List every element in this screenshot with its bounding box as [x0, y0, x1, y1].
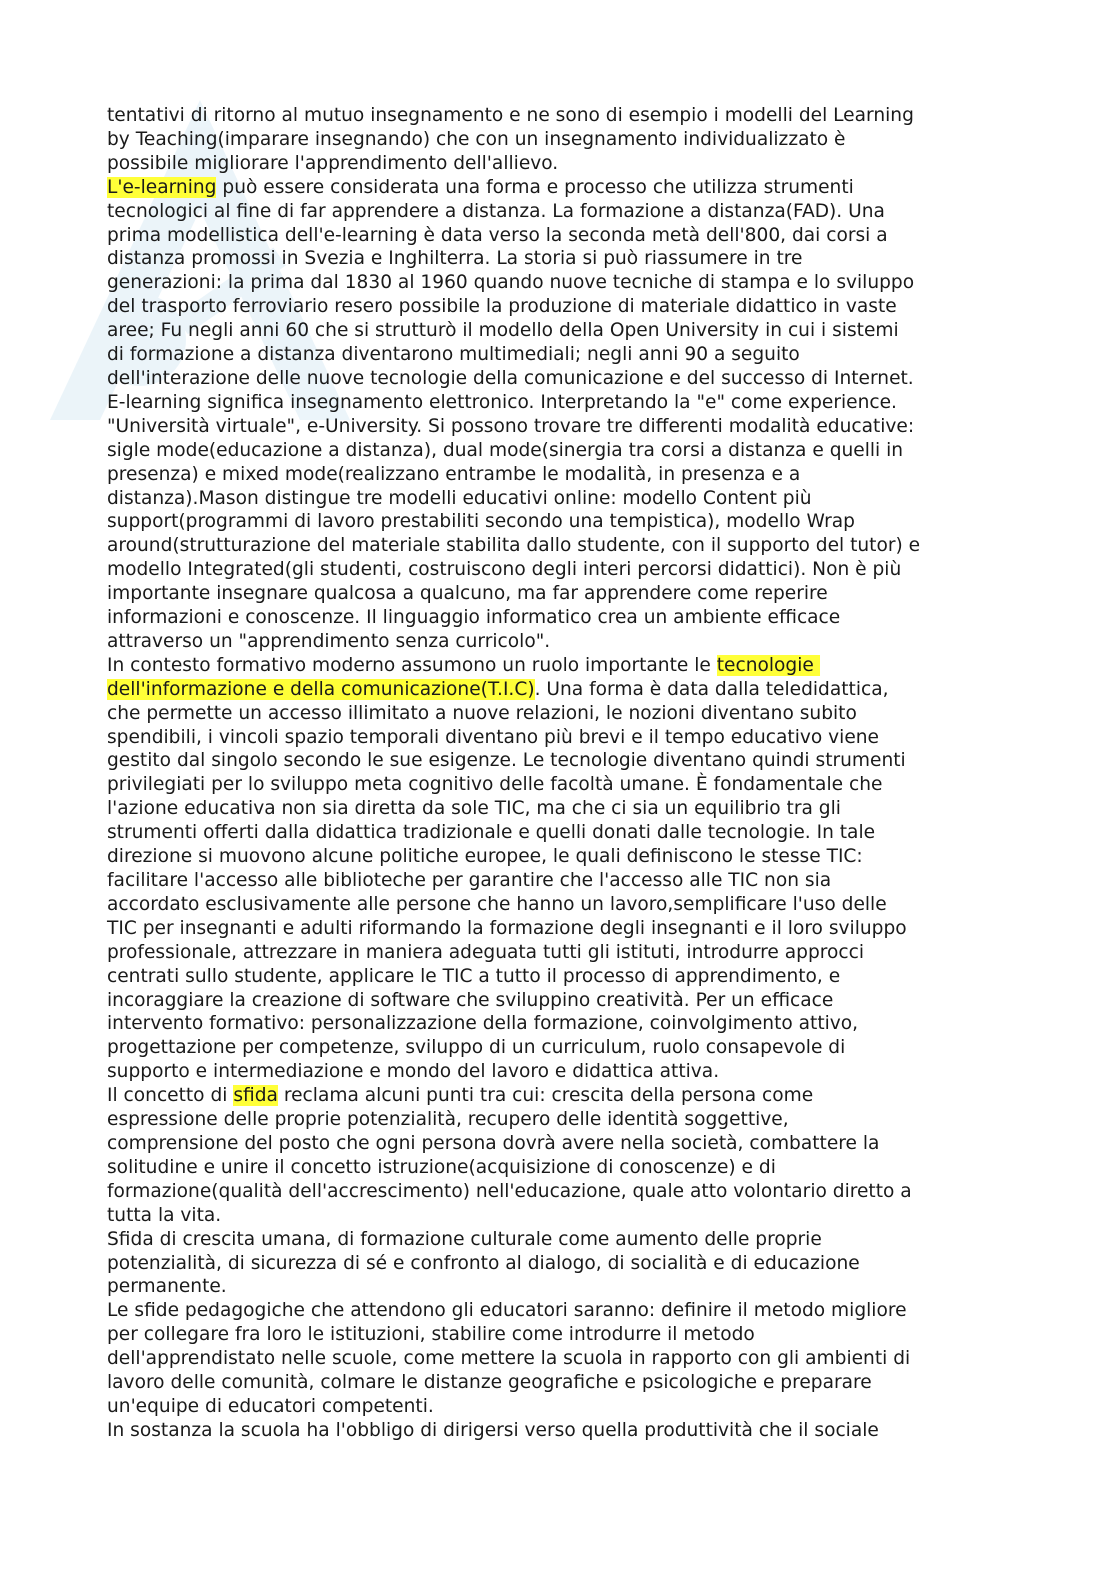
line-text: supporto e intermediazione e mondo del lavoro e didattica attiva. — [107, 1061, 720, 1083]
line-text: In contesto formativo moderno assumono un ruolo importante le — [107, 654, 717, 676]
text-line — [107, 1419, 1007, 1443]
document-body — [107, 104, 1007, 1443]
text-line — [107, 367, 1007, 391]
line-text: strumenti offerti dalla didattica tradizionale e quelli donati dalle tecnologie. In tale — [107, 822, 876, 844]
highlighted-term: tecnologie — [716, 654, 820, 676]
line-text: privilegiati per lo sviluppo meta cognitivo delle facoltà umane. È fondamentale che — [107, 774, 883, 796]
line-text: dell'interazione delle nuove tecnologie della comunicazione e del successo di Internet. — [107, 367, 914, 389]
line-text: support(programmi di lavoro prestabiliti secondo una tempistica), modello Wrap — [107, 511, 855, 533]
text-line — [107, 1180, 1007, 1204]
text-line — [107, 749, 1007, 773]
text-line — [107, 391, 1007, 415]
line-text: progettazione per competenze, sviluppo di un curriculum, ruolo consapevole di — [107, 1037, 846, 1059]
text-line — [107, 1275, 1007, 1299]
line-text: attraverso un "apprendimento senza curricolo". — [107, 630, 551, 652]
text-line — [107, 1228, 1007, 1252]
text-line — [107, 1371, 1007, 1395]
line-text: solitudine e unire il concetto istruzione(acquisizione di conoscenze) e di — [107, 1156, 776, 1178]
text-line — [107, 1132, 1007, 1156]
text-line — [107, 415, 1007, 439]
line-text: di formazione a distanza diventarono multimediali; negli anni 90 a seguito — [107, 344, 800, 366]
text-line — [107, 558, 1007, 582]
line-text: TIC per insegnanti e adulti riformando la formazione degli insegnanti e il loro sviluppo — [107, 917, 907, 939]
line-text: modello Integrated(gli studenti, costruiscono degli interi percorsi didattici). Non è più — [107, 559, 902, 581]
line-text: gestito dal singolo secondo le sue esigenze. Le tecnologie diventano quindi strumenti — [107, 750, 906, 772]
highlighted-term: dell'informazione e della comunicazione(T.I.C) — [107, 678, 535, 700]
text-line — [107, 1252, 1007, 1276]
line-text: per collegare fra loro le istituzioni, stabilire come introdurre il metodo — [107, 1324, 755, 1346]
line-text: distanza).Mason distingue tre modelli educativi online: modello Content più — [107, 487, 812, 509]
line-text: Le sfide pedagogiche che attendono gli educatori saranno: definire il metodo migliore — [107, 1300, 907, 1322]
line-text: importante insegnare qualcosa a qualcuno, ma far apprendere come reperire — [107, 583, 828, 605]
text-line — [107, 606, 1007, 630]
text-line — [107, 534, 1007, 558]
text-line — [107, 176, 1007, 200]
text-line — [107, 224, 1007, 248]
text-line — [107, 1012, 1007, 1036]
line-text: informazioni e conoscenze. Il linguaggio informatico crea un ambiente efficace — [107, 607, 841, 629]
text-line — [107, 821, 1007, 845]
line-text: distanza promossi in Svezia e Inghilterra. La storia si può riassumere in tre — [107, 248, 803, 270]
line-text: facilitare l'accesso alle biblioteche per garantire che l'accesso alle TIC non sia — [107, 870, 832, 891]
text-line — [107, 773, 1007, 797]
text-line — [107, 271, 1007, 295]
text-line — [107, 1299, 1007, 1323]
line-text: Il concetto di — [107, 1085, 234, 1107]
text-line — [107, 1084, 1007, 1108]
line-text: un'equipe di educatori competenti. — [107, 1395, 434, 1417]
text-line — [107, 152, 1007, 176]
line-text: può essere considerata una forma e processo che utilizza strumenti — [216, 176, 854, 198]
line-text: In sostanza la scuola ha l'obbligo di dirigersi verso quella produttività che il sociale — [107, 1419, 879, 1441]
text-line — [107, 630, 1007, 654]
text-line — [107, 439, 1007, 463]
line-text: accordato esclusivamente alle persone che hanno un lavoro,semplificare l'uso delle — [107, 893, 887, 915]
line-text: intervento formativo: personalizzazione della formazione, coinvolgimento attivo, — [107, 1013, 859, 1035]
line-text: espressione delle proprie potenzialità, recupero delle identità soggettive, — [107, 1109, 789, 1131]
line-text: centrati sullo studente, applicare le TIC a tutto il processo di apprendimento, e — [107, 965, 841, 987]
text-line — [107, 104, 1007, 128]
text-line — [107, 797, 1007, 821]
line-text: around(strutturazione del materiale stabilita dallo studente, con il supporto del tutor) e — [107, 535, 921, 557]
line-text: sigle mode(educazione a distanza), dual mode(sinergia tra corsi a distanza e quelli in — [107, 439, 904, 461]
text-line — [107, 463, 1007, 487]
text-line — [107, 941, 1007, 965]
text-line — [107, 989, 1007, 1013]
text-line — [107, 702, 1007, 726]
line-text: presenza) e mixed mode(realizzano entrambe le modalità, in presenza e a — [107, 463, 801, 485]
line-text: lavoro delle comunità, colmare le distanze geografiche e psicologiche e preparare — [107, 1372, 872, 1394]
text-line — [107, 965, 1007, 989]
text-line — [107, 726, 1007, 750]
text-line — [107, 917, 1007, 941]
text-line — [107, 319, 1007, 343]
line-text: formazione(qualità dell'accrescimento) nell'educazione, quale atto volontario diretto a — [107, 1180, 912, 1202]
text-line — [107, 893, 1007, 917]
text-line — [107, 295, 1007, 319]
line-text: che permette un accesso illimitato a nuove relazioni, le nozioni diventano subito — [107, 702, 857, 724]
line-text: aree; Fu negli anni 60 che si strutturò il modello della Open University in cui i sistemi — [107, 320, 899, 342]
text-line — [107, 200, 1007, 224]
text-line — [107, 510, 1007, 534]
text-line — [107, 582, 1007, 606]
text-line — [107, 1108, 1007, 1132]
line-text: professionale, attrezzare in maniera adeguata tutti gli istituti, introdurre approcci — [107, 941, 864, 963]
text-line — [107, 1395, 1007, 1419]
line-text: comprensione del posto che ogni persona dovrà avere nella società, combattere la — [107, 1132, 880, 1154]
line-text: reclama alcuni punti tra cui: crescita della persona come — [277, 1085, 814, 1107]
line-text: incoraggiare la creazione di software che sviluppino creatività. Per un efficace — [107, 989, 834, 1011]
text-line — [107, 1323, 1007, 1347]
line-text: tecnologici al fine di far apprendere a distanza. La formazione a distanza(FAD). Una — [107, 200, 885, 222]
text-line — [107, 869, 1007, 893]
text-line — [107, 247, 1007, 271]
text-line — [107, 128, 1007, 152]
line-text: . Una forma è data dalla teledidattica, — [534, 678, 889, 700]
line-text: l'azione educativa non sia diretta da sole TIC, ma che ci sia un equilibrio tra gli — [107, 798, 841, 820]
text-line — [107, 1060, 1007, 1084]
line-text: possibile migliorare l'apprendimento dell'allievo. — [107, 152, 559, 174]
text-line — [107, 343, 1007, 367]
highlighted-term: sfida — [233, 1085, 278, 1107]
line-text: potenzialità, di sicurezza di sé e confronto al dialogo, di socialità e di educazione — [107, 1252, 860, 1274]
text-line — [107, 487, 1007, 511]
text-line — [107, 654, 1007, 678]
line-text: tutta la vita. — [107, 1204, 222, 1226]
text-line — [107, 1036, 1007, 1060]
text-line — [107, 1347, 1007, 1371]
text-line — [107, 845, 1007, 869]
text-line — [107, 1156, 1007, 1180]
line-text: E-learning significa insegnamento elettronico. Interpretando la "e" come experience. — [107, 391, 897, 413]
line-text: by Teaching(imparare insegnando) che con un insegnamento individualizzato è — [107, 128, 846, 150]
line-text: generazioni: la prima dal 1830 al 1960 quando nuove tecniche di stampa e lo sviluppo — [107, 272, 915, 294]
line-text: Sfida di crescita umana, di formazione culturale come aumento delle proprie — [107, 1228, 822, 1250]
line-text: permanente. — [107, 1276, 227, 1298]
line-text: prima modellistica dell'e-learning è data verso la seconda metà dell'800, dai corsi a — [107, 224, 888, 246]
line-text: "Università virtuale", e-University. Si possono trovare tre differenti modalità educative: — [107, 415, 915, 437]
line-text: tentativi di ritorno al mutuo insegnamento e ne sono di esempio i modelli del Learning — [107, 105, 914, 126]
line-text: dell'apprendistato nelle scuole, come mettere la scuola in rapporto con gli ambienti di — [107, 1348, 911, 1370]
text-line — [107, 678, 1007, 702]
highlighted-term: L'e-learning — [107, 176, 217, 198]
line-text: spendibili, i vincoli spazio temporali diventano più brevi e il tempo educativo viene — [107, 726, 879, 748]
line-text: direzione si muovono alcune politiche europee, le quali definiscono le stesse TIC: — [107, 846, 863, 868]
line-text: del trasporto ferroviario resero possibile la produzione di materiale didattico in vaste — [107, 296, 897, 318]
text-line — [107, 1204, 1007, 1228]
